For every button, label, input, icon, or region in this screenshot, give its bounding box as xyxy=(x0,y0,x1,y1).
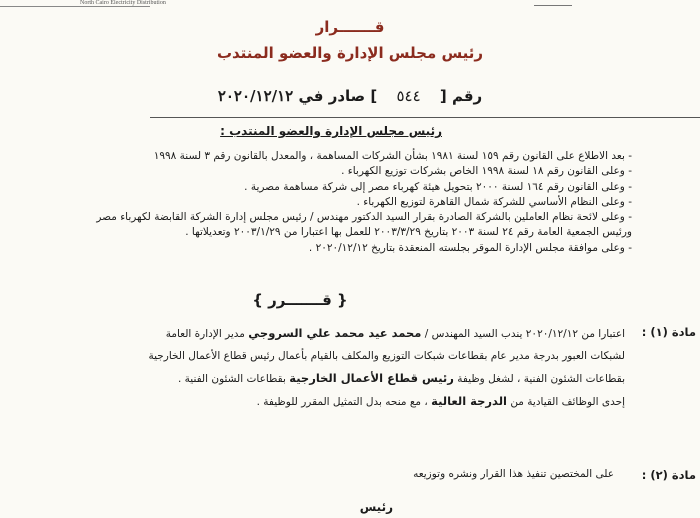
company-name: North Cairo Electricity Distribution xyxy=(80,0,166,6)
preamble-item: - وعلى القانون رقم ١٨ لسنة ١٩٩٨ الخاص بشركات توزيع الكهرباء . xyxy=(341,165,632,178)
document-title: قـــــــرار xyxy=(315,18,385,36)
article-1-text: ، مع منحه بدل التمثيل المقرر للوظيفة . xyxy=(256,396,428,408)
decree-prefix: رقم [ xyxy=(439,87,483,105)
article-1-text: إحدى الوظائف القيادية من xyxy=(510,396,625,408)
preamble-item: - وعلى القانون رقم ١٦٤ لسنة ٢٠٠٠ بتحويل هيئة كهرباء مصر إلى شركة مساهمة مصرية . xyxy=(244,180,632,193)
preamble-item: - وعلى موافقة مجلس الإدارة الموقر بجلسته المنعقدة بتاريخ ٢٠٢٠/١٢/١٢ . xyxy=(308,241,632,254)
article-1-body xyxy=(25,322,625,413)
article-1-text: بقطاعات الشئون الفنية . xyxy=(177,373,286,385)
decision-heading: { قـــــــرر } xyxy=(252,291,348,309)
employee-name: محمد عيد محمد علي السروجي xyxy=(248,326,422,340)
article-1-line: لشبكات العبور بدرجة مدير عام بقطاعات شبكات التوزيع والمكلف بالقيام بأعمال رئيس قطاع الأعمال الخارجية xyxy=(148,350,625,362)
signature-title: رئيس xyxy=(359,500,393,514)
divider xyxy=(150,117,700,118)
decree-number: ٥٤٤ xyxy=(396,87,421,105)
article-1-text: بقطاعات الشئون الفنية ، لشغل وظيفة xyxy=(457,373,625,385)
article-1-text: اعتبارا من ٢٠٢٠/١٢/١٢ يندب السيد المهندس / xyxy=(424,328,625,340)
grade-level: الدرجة العالية xyxy=(431,394,507,408)
article-1-line xyxy=(25,367,625,390)
addressee: رئيس مجلس الإدارة والعضو المنتدب : xyxy=(220,124,442,138)
decree-mid: ] صادر في xyxy=(298,87,378,105)
header-rule xyxy=(0,6,150,7)
preamble-list xyxy=(42,149,632,256)
issuer-title: رئيس مجلس الإدارة والعضو المنتدب xyxy=(216,44,484,62)
decree-date: ٢٠٢٠/١٢/١٢ xyxy=(217,87,294,105)
article-2-label: مادة (٢) : xyxy=(641,468,696,482)
preamble-item: - بعد الاطلاع على القانون رقم ١٥٩ لسنة ١٩٨١ بشأن الشركات المساهمة ، والمعدل بالقانون رقم ٣ لسنة ١٩٩٨ xyxy=(153,150,632,162)
article-1-label: مادة (١) : xyxy=(641,325,696,339)
preamble-item: ورئيس الجمعية العامة رقم ٢٤ لسنة ٢٠٠٣ بتاريخ ٢٠٠٣/٣/٢٩ للعمل بها اعتبارا من ٢٠٠٣/١/٢٩ وتعديلاتها . xyxy=(185,226,632,239)
preamble-item: - وعلى لائحة نظام العاملين بالشركة الصادرة بقرار السيد الدكتور مهندس / رئيس مجلس إدارة الشركة القابضة لكهرباء مصر xyxy=(96,211,632,224)
article-1-line xyxy=(25,390,625,413)
article-1-line xyxy=(25,322,625,345)
position-title: رئيس قطاع الأعمال الخارجية xyxy=(289,371,454,385)
header-mark xyxy=(534,5,572,6)
article-2-body: على المختصين تنفيذ هذا القرار ونشره وتوزيعه xyxy=(413,468,614,480)
preamble-item: - وعلى النظام الأساسي للشركة شمال القاهرة لتوزيع الكهرباء . xyxy=(356,195,632,208)
decree-number-line xyxy=(0,87,700,105)
article-1-text: مدير الإدارة العامة xyxy=(165,328,245,340)
